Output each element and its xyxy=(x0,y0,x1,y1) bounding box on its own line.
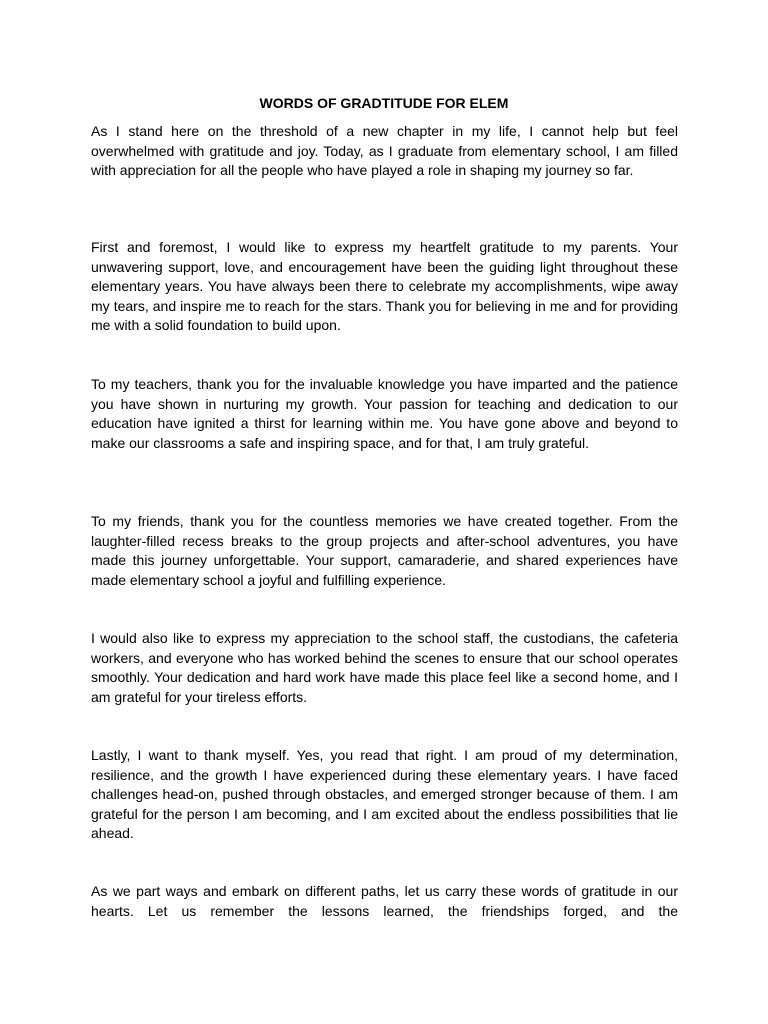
paragraph-self: Lastly, I want to thank myself. Yes, you read that right. I am proud of my determination, resilience, and the growth I have experienced during these elementary years. I have faced challenges head-on, pushed through obstacles, and emerged stronger because of them. I am grateful for the person I am becoming, and I am excited about the endless possibilities that lie ahead. xyxy=(91,747,678,841)
document-title: WORDS OF GRADTITUDE FOR ELEM xyxy=(259,95,509,111)
paragraph-parents: First and foremost, I would like to express my heartfelt gratitude to my parents. Your unwavering support, love, and encouragement have been the guiding light throughout these elementary years. You have always been there to celebrate my accomplishments, wipe away my tears, and inspire me to reach for the stars. Thank you for believing in me and for providing me with a solid foundation to build upon. xyxy=(91,239,678,333)
paragraph-school-staff: I would also like to express my appreciation to the school staff, the custodians, the cafeteria workers, and everyone who has worked behind the scenes to ensure that our school operates smoothly. Your dedication and hard work have made this place feel like a second home, and I am grateful for your tireless efforts. xyxy=(91,630,678,705)
paragraph-closing: As we part ways and embark on different paths, let us carry these words of gratitude in our hearts. Let us remember the lessons learned, the friendships forged, and the xyxy=(91,883,678,919)
paragraph-teachers: To my teachers, thank you for the invaluable knowledge you have imparted and the patience you have shown in nurturing my growth. Your passion for teaching and dedication to our education have ignited a thirst for learning within me. You have gone above and beyond to make our classrooms a safe and inspiring space, and for that, I am truly grateful. xyxy=(91,376,678,451)
paragraph-intro: As I stand here on the threshold of a new chapter in my life, I cannot help but feel overwhelmed with gratitude and joy. Today, as I graduate from elementary school, I am filled with appreciation for all the people who have played a role in shaping my journey so far. xyxy=(91,123,678,178)
paragraph-friends: To my friends, thank you for the countless memories we have created together. From the laughter-filled recess breaks to the group projects and after-school adventures, you have made this journey unforgettable. Your support, camaraderie, and shared experiences have made elementary school a joyful and fulfilling experience. xyxy=(91,513,678,588)
